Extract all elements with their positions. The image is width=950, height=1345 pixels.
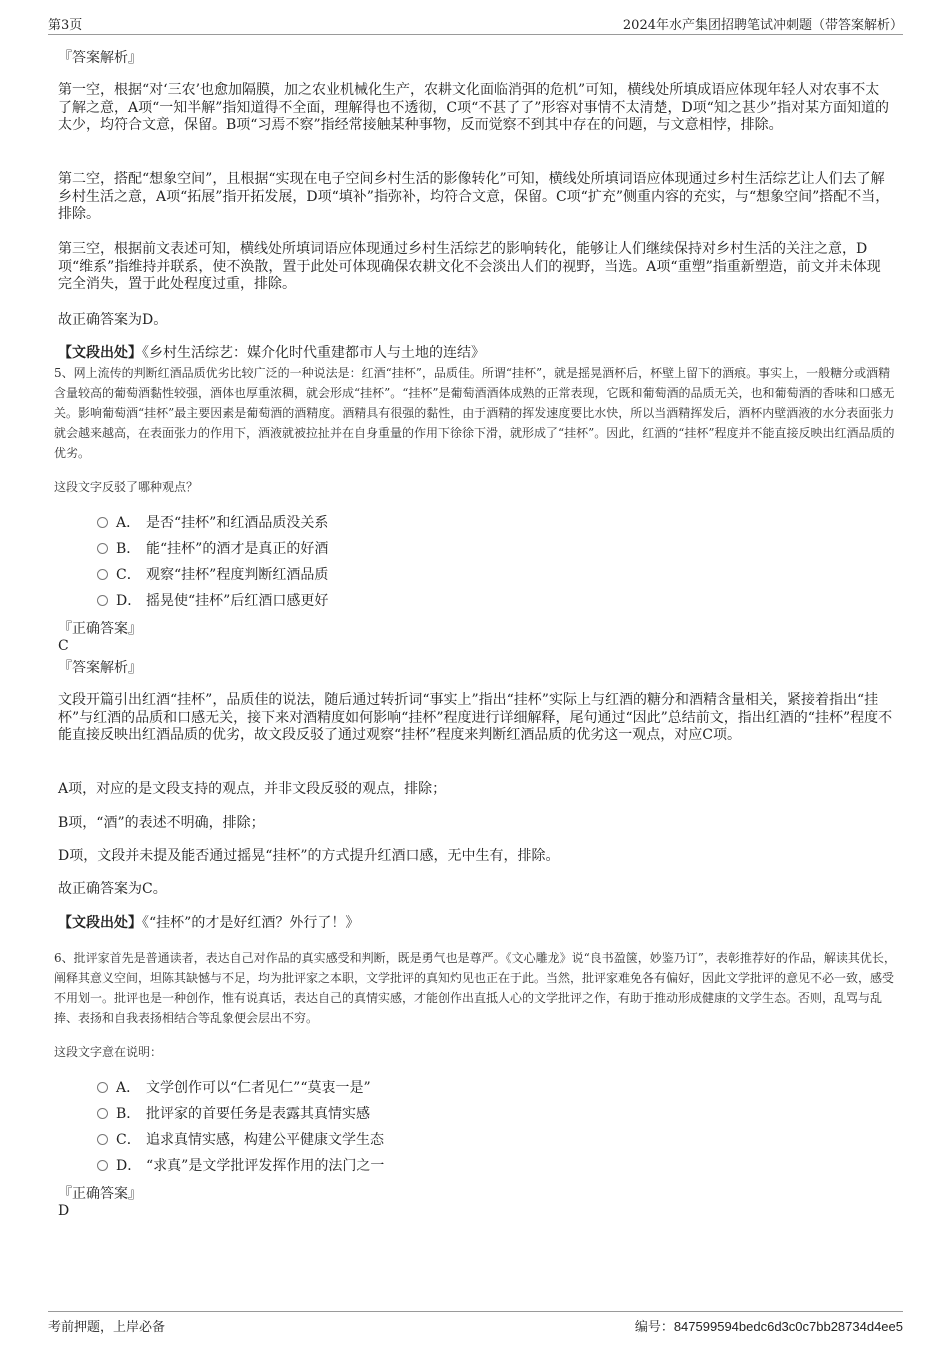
radio-icon[interactable] <box>97 543 108 554</box>
q5-option-c[interactable]: C． 观察“挂杯”程度判断红酒品质 <box>97 565 328 585</box>
q6-question-text: 6、批评家首先是普通读者，表达自己对作品的真实感受和判断，既是勇气也是尊严。《文心雕龙》说“良书盈箧，妙鉴乃订”，表彰推荐好的作品，解读其优长，阐释其意义空间，坦陈其缺憾与不足，均为批评家之本职，文学批评的真知灼见也正在于此。当然，批评家难免各有偏好，因此文学批评的意见不必一致，感受不用划一。批评也是一种创作，惟有说真话，表达自己的真情实感，才能创作出直抵人心的文学批评之作，有助于推动形成健康的文学生态。否则，乱骂与乱捧、表扬和自我表扬相结合等乱象便会层出不穷。 <box>54 951 896 1025</box>
q6-answer-heading: 『正确答案』 <box>58 1186 142 1202</box>
page-footer <box>48 1311 903 1338</box>
source-label: 【文段出处】 <box>58 345 142 361</box>
q4-analysis-p2: 第二空，搭配“想象空间”，且根据“实现在电子空间乡村生活的影像转化”可知，横线处所填词语应体现通过乡村生活综艺让人们去了解乡村生活之意，A项“拓展”指开拓发展，D项“填补”指弥补，均符合文意，保留。C项“扩充”侧重内容的充实，与“想象空间”搭配不当，排除。 <box>58 171 890 222</box>
q5-answer: C <box>58 638 69 654</box>
radio-icon[interactable] <box>97 595 108 606</box>
source-title: 《乡村生活综艺：媒介化时代重建都市人与土地的连结》 <box>142 345 485 361</box>
q4-analysis-p1: 第一空，根据“对‘三农’也愈加隔膜，加之农业机械化生产，农耕文化面临消弭的危机”可知，横线处所填成语应体现年轻人对农事不太了解之意，A项“一知半解”指知道得不全面，理解得也不透彻，C项“不甚了了”形容对事情不太清楚，D项“知之甚少”指对某方面知道的太少，均符合文意，保留。B项“习焉不察”指经常接触某种事物，反而觉察不到其中存在的问题，与文意相悖，排除。 <box>58 82 889 133</box>
q6-answer: D <box>58 1203 70 1219</box>
page-number: 第3页 <box>48 18 83 33</box>
q5-note-b: B项，“酒”的表述不明确，排除； <box>58 815 265 831</box>
radio-icon[interactable] <box>97 517 108 528</box>
radio-icon[interactable] <box>97 1082 108 1093</box>
q6-prompt: 这段文字意在说明： <box>54 1045 163 1059</box>
source-title: 《“挂杯”的才是好红酒？外行了！》 <box>142 915 360 931</box>
footer-id: 编号：847599594bedc6d3c0c7bb28734d4ee5 <box>634 1319 903 1334</box>
q5-source <box>58 915 359 932</box>
q6-option-c[interactable]: C． 追求真情实感，构建公平健康文学生态 <box>97 1130 384 1150</box>
q5-question-text: 5、网上流传的判断红酒品质优劣比较广泛的一种说法是：红酒“挂杯”，品质佳。所谓“挂杯”，就是摇晃酒杯后，杯壁上留下的酒痕。事实上，一般糖分或酒精含量较高的葡萄酒黏性较强，酒体也厚重浓稠，就会形成“挂杯”。“挂杯”是葡萄酒酒体成熟的正常表现，它既和葡萄酒的品质无关，也和葡萄酒的香味和口感无关。影响葡萄酒“挂杯”最主要因素是葡萄酒的酒精度。酒精具有很强的黏性，由于酒精的挥发速度要比水快，所以当酒精挥发后，酒杯内壁酒液的水分表面张力就会越来越高，在表面张力的作用下，酒液就被拉扯并在自身重量的作用下徐徐下滑，就形成了“挂杯”。因此，红酒的“挂杯”程度并不能直接反映出红酒品质的优劣。 <box>54 366 895 460</box>
q5-option-d[interactable]: D． 摇晃使“挂杯”后红酒口感更好 <box>97 591 328 611</box>
q4-conclusion: 故正确答案为D。 <box>58 312 168 328</box>
q5-analysis-heading: 『答案解析』 <box>58 660 142 676</box>
q6-option-a[interactable]: A． 文学创作可以“仁者见仁”“莫衷一是” <box>97 1078 371 1098</box>
radio-icon[interactable] <box>97 569 108 580</box>
q5-option-a[interactable]: A． 是否“挂杯”和红酒品质没关系 <box>97 513 328 533</box>
q5-analysis: 文段开篇引出红酒“挂杯”，品质佳的说法，随后通过转折词“事实上”指出“挂杯”实际上与红酒的糖分和酒精含量相关，紧接着指出“挂杯”与红酒的品质和口感无关，接下来对酒精度如何影响“挂杯”程度进行详细解释，尾句通过“因此”总结前文，指出红酒的“挂杯”程度不能直接反映出红酒品质的优劣，故文段反驳了通过观察“挂杯”程度来判断红酒品质的优劣这一观点，对应C项。 <box>58 692 893 743</box>
q5-option-b[interactable]: B． 能“挂杯”的酒才是真正的好酒 <box>97 539 328 559</box>
radio-icon[interactable] <box>97 1108 108 1119</box>
radio-icon[interactable] <box>97 1134 108 1145</box>
document-title: 2024年水产集团招聘笔试冲刺题（带答案解析） <box>622 18 903 33</box>
q5-prompt: 这段文字反驳了哪种观点？ <box>54 480 199 494</box>
q5-note-a: A项，对应的是文段支持的观点，并非文段反驳的观点，排除； <box>58 781 447 797</box>
q6-option-b[interactable]: B． 批评家的首要任务是表露其真情实感 <box>97 1104 370 1124</box>
q5-conclusion: 故正确答案为C。 <box>58 881 167 897</box>
q6-option-d[interactable]: D． “求真”是文学批评发挥作用的法门之一 <box>97 1156 384 1176</box>
radio-icon[interactable] <box>97 1160 108 1171</box>
page-header <box>48 12 903 35</box>
q4-source <box>58 345 485 362</box>
q5-answer-heading: 『正确答案』 <box>58 621 142 637</box>
q4-analysis-p3: 第三空，根据前文表述可知，横线处所填词语应体现通过乡村生活综艺的影响转化，能够让人们继续保持对乡村生活的关注之意，D项“维系”指维持并联系，使不涣散，置于此处可体现确保农耕文化不会淡出人们的视野，当选。A项“重塑”指重新塑造，前文并未体现完全消失，置于此处程度过重，排除。 <box>58 241 881 292</box>
q4-analysis-heading: 『答案解析』 <box>58 50 142 66</box>
source-label: 【文段出处】 <box>58 915 142 931</box>
footer-slogan: 考前押题，上岸必备 <box>48 1320 166 1335</box>
q5-note-d: D项，文段并未提及能否通过摇晃“挂杯”的方式提升红酒口感，无中生有，排除。 <box>58 848 560 864</box>
